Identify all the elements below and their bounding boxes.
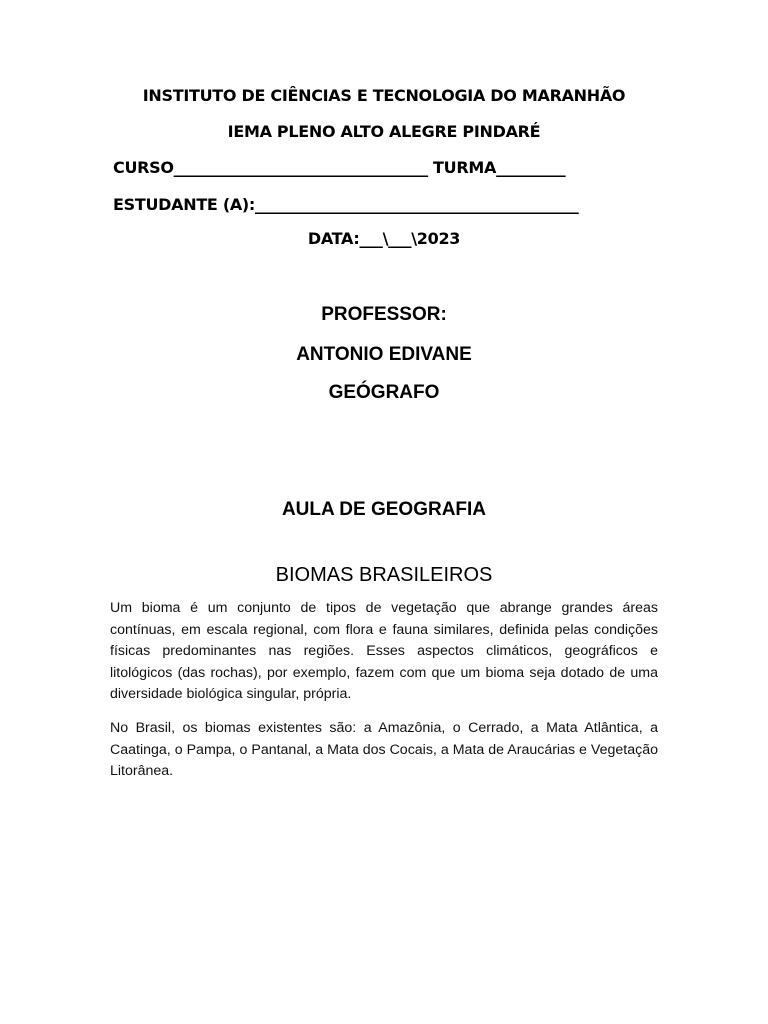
body-paragraph-1: Um bioma é um conjunto de tipos de vegetação que abrange grandes áreas contínuas, em escala regional, com flora e fauna similares, definida pelas condições físicas predominantes nas regiões. Esses aspectos climáticos, geográficos e litológicos (das rochas), por exemplo, fazem com que um bioma seja dotado de uma diversidade biológica singular, própria. [110,600,658,702]
teacher-role: GEÓGRAFO [328,382,440,403]
body-paragraph-2: No Brasil, os biomas existentes são: a Amazônia, o Cerrado, a Mata Atlântica, a Caatinga, o Pampa, o Pantanal, a Mata dos Cocais, a Mata de Araucárias e Vegetação Litorânea. [110,720,658,779]
student-name-line: ESTUDANTE (A):__________________________________________ [113,195,579,214]
teacher-label: PROFESSOR: [321,304,447,325]
course-class-line: CURSO_________________________________ TURMA_________ [113,158,566,177]
teacher-name: ANTONIO EDIVANE [296,344,472,365]
institution-name: INSTITUTO DE CIÊNCIAS E TECNOLOGIA DO MARANHÃO [142,86,626,105]
date-line: DATA:___\___\2023 [307,229,461,248]
lesson-subtitle: BIOMAS BRASILEIROS [275,564,493,586]
lesson-title: AULA DE GEOGRAFIA [281,499,487,520]
school-name: IEMA PLENO ALTO ALEGRE PINDARÉ [227,122,541,141]
